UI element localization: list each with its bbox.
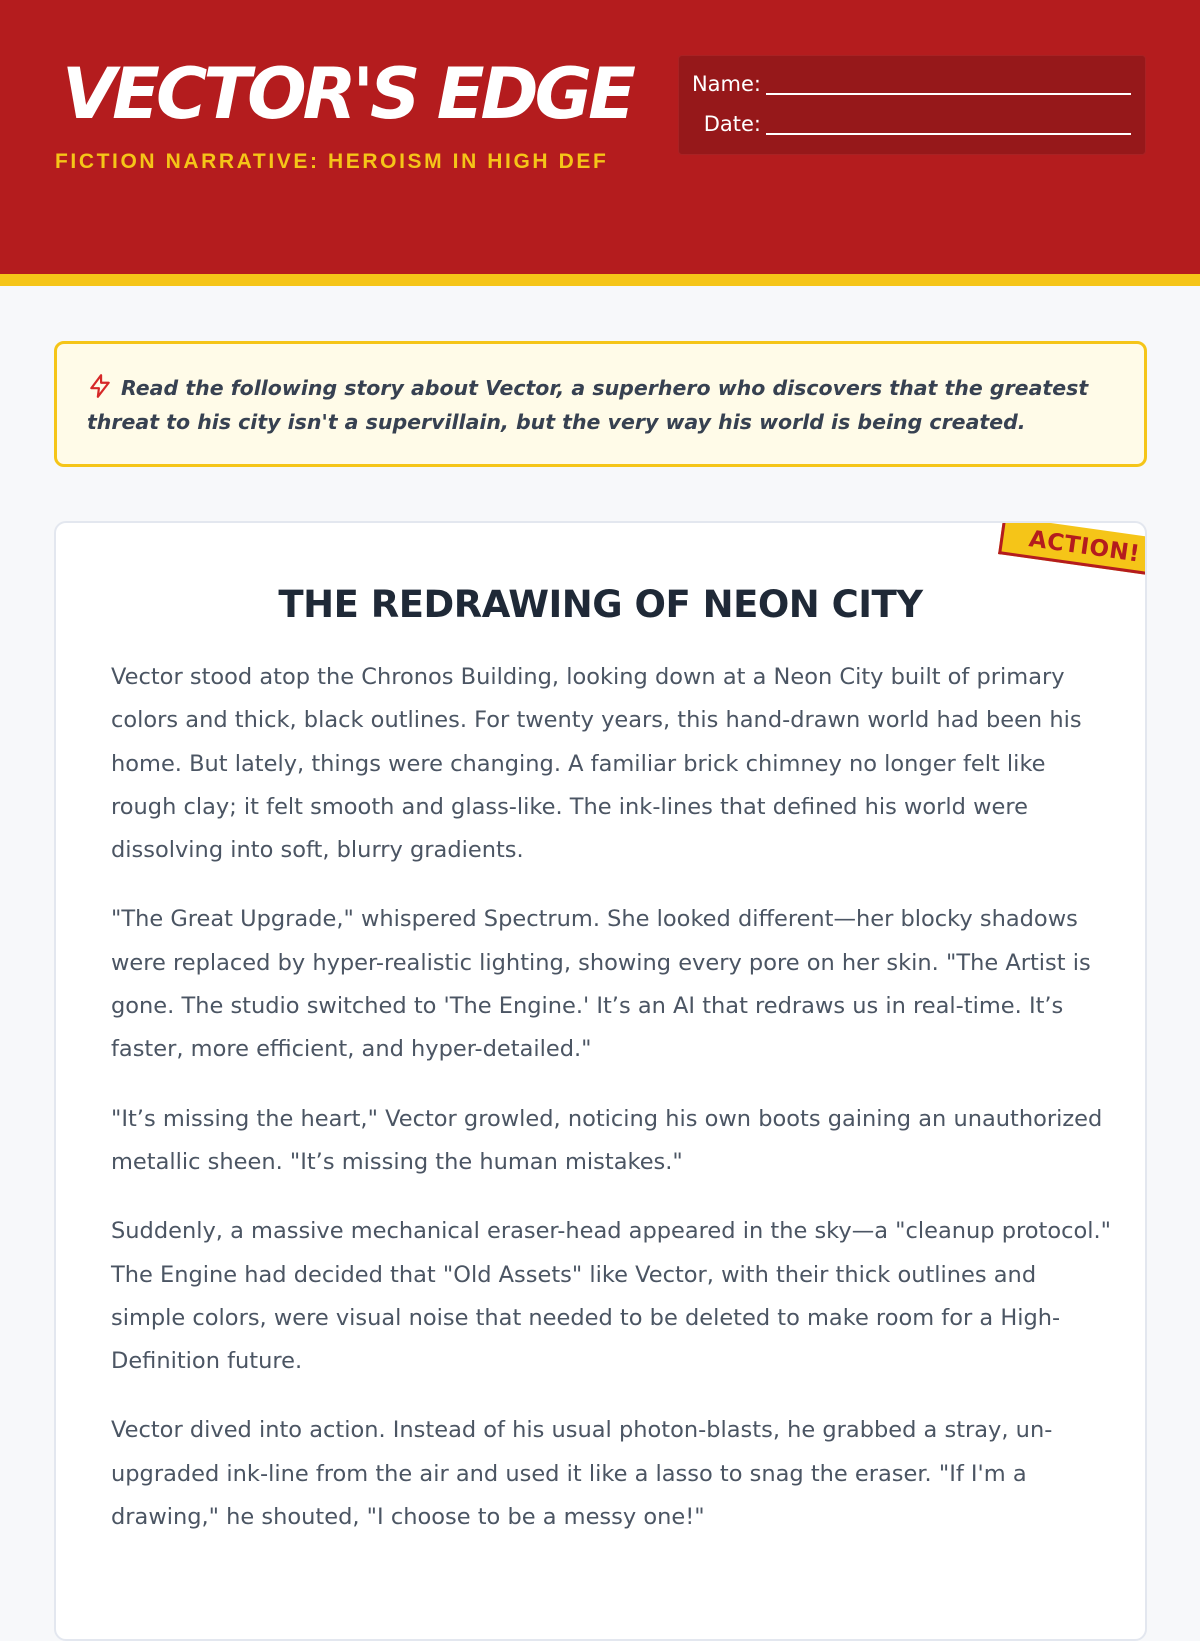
story-paragraph: "It’s missing the heart," Vector growled, noticing his own boots gaining an unauthorized metallic sheen. "It’s missing the human mistakes." <box>111 1105 1103 1175</box>
brand-title: VECTOR'S EDGE <box>62 53 632 135</box>
instruction-box <box>54 341 1147 467</box>
action-badge: ACTION! <box>998 521 1147 576</box>
student-info-box <box>678 55 1146 155</box>
story-paragraph: "The Great Upgrade," whispered Spectrum. She looked different—her blocky shadows were replaced by hyper-realistic lighting, showing every pore on her skin. "The Artist is gone. The studio switched to 'The Engine.' It’s an AI that redraws us in real-time. It’s faster, more efficient, and hyper-detailed." <box>111 906 1091 1063</box>
page-header <box>0 0 1200 286</box>
story-title: THE REDRAWING OF NEON CITY <box>278 583 923 626</box>
name-label: Name: <box>691 72 761 96</box>
instruction-text: Read the following story about Vector, a superhero who discovers that the greatest threat to his city isn't a supervillain, but the very way his world is being created. <box>87 376 1089 434</box>
lightning-bolt-icon <box>87 373 113 399</box>
date-row <box>679 110 1131 138</box>
date-blank-line[interactable] <box>766 111 1131 135</box>
instruction-paragraph <box>87 371 1114 439</box>
story-card <box>54 521 1147 1641</box>
name-blank-line[interactable] <box>766 71 1131 95</box>
date-label: Date: <box>703 112 761 136</box>
brand-subtitle: FICTION NARRATIVE: HEROISM IN HIGH DEF <box>55 150 609 173</box>
story-paragraph: Vector stood atop the Chronos Building, looking down at a Neon City built of primary colors and thick, black outlines. For twenty years, this hand-drawn world had been his home. But lately, things were changing. A familiar brick chimney no longer felt like rough clay; it felt smooth and glass-like. The ink-lines that defined his world were dissolving into soft, blurry gradients. <box>111 664 1082 864</box>
story-paragraph: Suddenly, a massive mechanical eraser-head appeared in the sky—a "cleanup protocol." The Engine had decided that "Old Assets" like Vector, with their thick outlines and simple colors, were visual noise that needed to be deleted to make room for a High-Definition future. <box>111 1218 1111 1375</box>
story-paragraph: Vector dived into action. Instead of his usual photon-blasts, he grabbed a stray, un-upgraded ink-line from the air and used it like a lasso to snag the eraser. "If I'm a drawing," he shouted, "I choose to be a messy one!" <box>111 1417 1053 1531</box>
name-row <box>679 70 1131 98</box>
story-body <box>111 656 1111 1565</box>
